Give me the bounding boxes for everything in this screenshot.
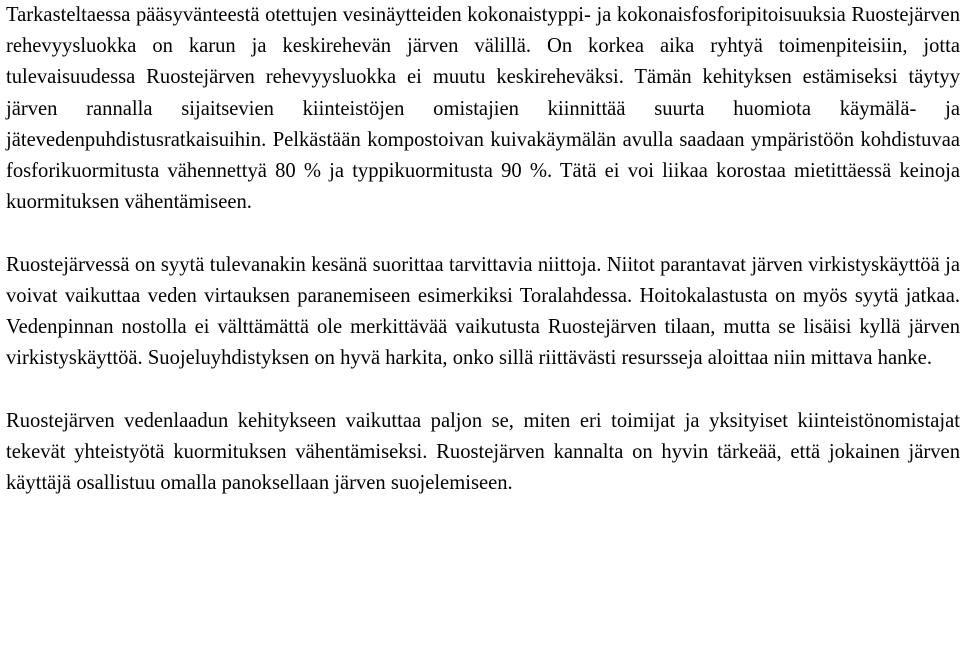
paragraph-mowing-and-fishing: Ruostejärvessä on syytä tulevanakin kesänä suorittaa tarvittavia niittoja. Niitot parantavat järven virkistyskäyttöä ja voivat vaikuttaa veden virtauksen paranemiseen esimerkiksi Toralahdessa. Hoitokalastusta on myös syytä jatkaa. Vedenpinnan nostolla ei välttämättä ole merkittävää vaikutusta Ruostejärven tilaan, mutta se lisäisi kyllä järven virkistyskäyttöä. Suojeluyhdistyksen on hyvä harkita, onko sillä riittävästi resursseja aloittaa niin mittava hanke.	[6, 253, 960, 370]
paragraph-cooperation: Ruostejärven vedenlaadun kehitykseen vaikuttaa paljon se, miten eri toimijat ja yksityiset kiinteistönomistajat tekevät yhteistyötä kuormituksen vähentämiseksi. Ruostejärven kannalta on hyvin tärkeää, että jokainen järven käyttäjä osallistuu omalla panoksellaan järven suojelemiseen.	[6, 409, 960, 495]
paragraph-water-quality-assessment: Tarkasteltaessa pääsyvänteestä otettujen vesinäytteiden kokonaistyppi- ja kokonaisfosforipitoisuuksia Ruostejärven rehevyysluokka on karun ja keskirehevän järven välillä. On korkea aika ryhtyä toimenpiteisiin, jotta tulevaisuudessa Ruostejärven rehevyysluokka ei muutu keskireheväksi. Tämän kehityksen estämiseksi täytyy järven rannalla sijaitsevien kiinteistöjen omistajien kiinnittää suurta huomiota käymälä- ja jätevedenpuhdistusratkaisuihin. Pelkästään kompostoivan kuivakäymälän avulla saadaan ympäristöön kohdistuvaa fosforikuormitusta vähennettyä 80 % ja typpikuormitusta 90 %. Tätä ei voi liikaa korostaa mietittäessä keinoja kuormituksen vähentämiseen.	[6, 4, 960, 214]
